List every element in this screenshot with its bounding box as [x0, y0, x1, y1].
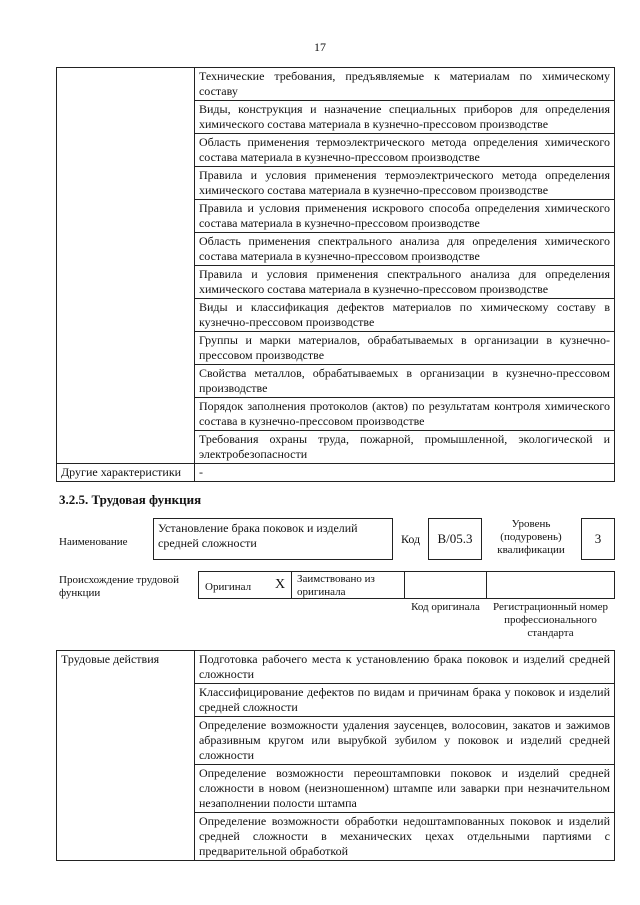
knowledge-item: Область применения спектрального анализа для определения химического состава материала в кузнечно-прессовом производстве [194, 233, 614, 266]
knowledge-item: Виды, конструкция и назначение специальных приборов для определения химического состава материала в кузнечно-прессовом производстве [194, 101, 614, 134]
other-characteristics-row [57, 464, 615, 482]
actions-table [56, 650, 615, 861]
knowledge-item: Виды и классификация дефектов материалов по химическому составу в кузнечно-прессовом производстве [194, 299, 614, 332]
code-caption: Код оригинала [411, 601, 480, 613]
reg-number-box [486, 571, 615, 599]
knowledge-item: Требования охраны труда, пожарной, промышленной, экологической и электробезопасности [194, 431, 614, 464]
knowledge-row [57, 68, 615, 101]
knowledge-item: Группы и марки материалов, обрабатываемых в организации в кузнечно-прессовом производстве [194, 332, 614, 365]
borrowed-box [291, 571, 405, 599]
knowledge-item: Область применения термоэлектрического метода определения химического состава материала в кузнечно-прессовом производстве [194, 134, 614, 167]
action-item: Классифицирование дефектов по видам и причинам брака у поковок и изделий средней сложности [194, 684, 614, 717]
level-label: Уровень (подуровень) квалификации [497, 518, 565, 556]
knowledge-item: Правила и условия применения спектрального анализа для определения химического состава материала в кузнечно-прессовом производстве [194, 266, 614, 299]
borrowed-label: Заимствовано из оригинала [297, 573, 375, 598]
reg-caption: Регистрационный номер профессионального стандарта [492, 601, 609, 639]
action-item: Определение возможности удаления заусенцев, волосовин, закатов и зажимов абразивным кругом или вырубкой зубилом у поковок и изделий средней сложности [194, 717, 614, 765]
level-value: 3 [594, 531, 602, 546]
function-code-value: B/05.3 [437, 531, 473, 546]
knowledge-item: Правила и условия применения искрового способа определения химического состава материала в кузнечно-прессовом производстве [194, 200, 614, 233]
function-name-box [153, 518, 393, 560]
code-label: Код [401, 532, 421, 546]
section-title: 3.2.5. Трудовая функция [59, 492, 202, 507]
origin-label: Происхождение трудовой функции [59, 574, 180, 599]
function-name-value: Установление брака поковок и изделий средней сложности [158, 521, 358, 550]
knowledge-item: Технические требования, предъявляемые к материалам по химическому составу [194, 68, 614, 101]
other-characteristics-label: Другие характеристики [57, 464, 195, 482]
function-code-box [428, 518, 482, 560]
page-number: 17 [314, 40, 326, 54]
original-label: Оригинал [205, 581, 252, 593]
action-item: Определение возможности обработки недоштампованных поковок и изделий средней сложности в механических цехах отдельными партиями с предварительной обработкой [194, 813, 614, 861]
knowledge-item: Правила и условия применения термоэлектрического метода определения химического состава материала в кузнечно-прессовом производстве [194, 167, 614, 200]
original-mark: X [275, 577, 286, 592]
name-label: Наименование [59, 536, 128, 548]
original-box [198, 571, 292, 599]
knowledge-item: Свойства металлов, обрабатываемых в организации в кузнечно-прессовом производстве [194, 365, 614, 398]
knowledge-table [56, 67, 615, 482]
action-item: Подготовка рабочего места к установлению брака поковок и изделий средней сложности [194, 651, 614, 684]
actions-label: Трудовые действия [57, 651, 195, 861]
other-characteristics-value: - [194, 464, 614, 482]
level-box [581, 518, 615, 560]
knowledge-label-cell [57, 68, 195, 464]
action-row [57, 651, 615, 684]
original-code-box [404, 571, 487, 599]
action-item: Определение возможности переоштамповки поковок и изделий средней сложности в новом (неизношенном) штампе или заварки при незначительном незаполнении полости штампа [194, 765, 614, 813]
knowledge-item: Порядок заполнения протоколов (актов) по результатам контроля химического состава в кузнечно-прессовом производстве [194, 398, 614, 431]
